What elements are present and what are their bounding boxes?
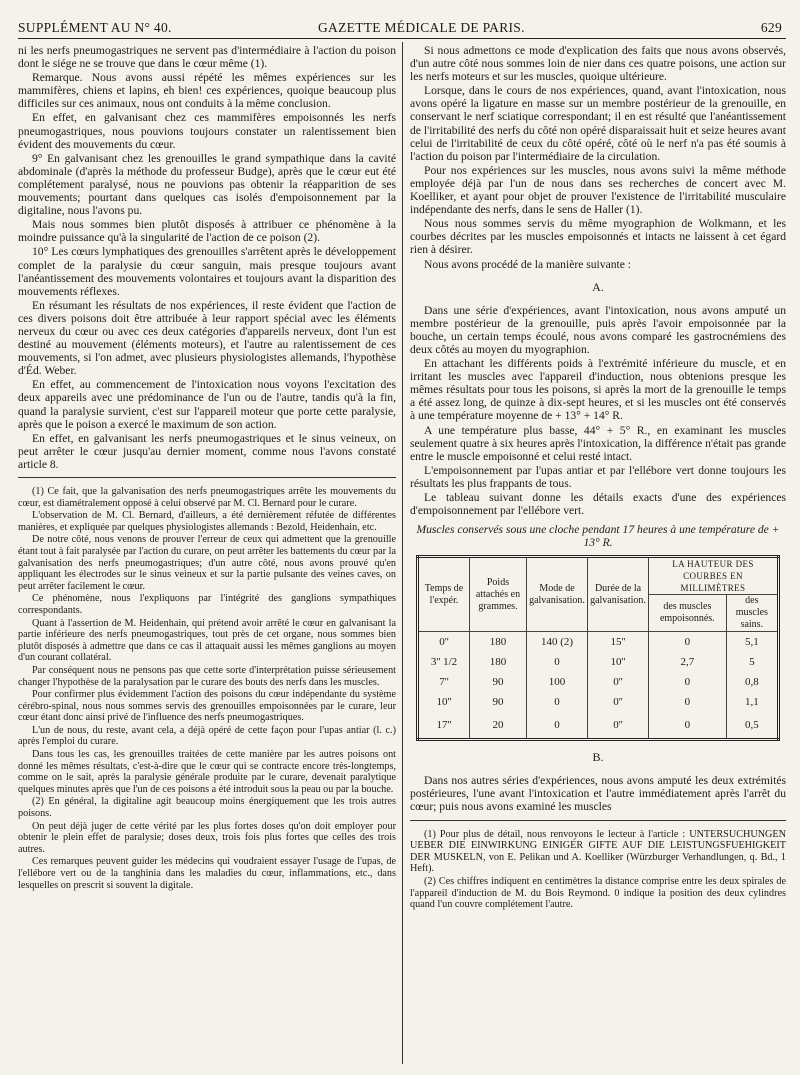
cell-duration: 0'' [588,712,649,740]
column-divider [402,42,403,1064]
cell-healthy: 1,1 [726,692,778,712]
footnote: Ces remarques peuvent guider les médecins qui voudraient essayer l'usage de l'upas, de l'ellébore vert ou de la tanghinia dans les maladies du cœur, inflammations, etc., dans lesquelles on prescrit si souvent la digitale. [18,856,396,891]
paragraph: Nous avons procédé de la manière suivante : [424,257,632,271]
page-header [18,8,786,39]
paragraph: Dans une série d'expériences, avant l'intoxication, nous avons amputé un membre postérieur de la grenouille, puis après l'avoir empoisonnée par la bouche, un certain temps écoulé, nous avons comparé les gastrocnémiens des deux côtés au moyen du myographion. [410,303,786,356]
cell-poisoned: 0 [649,632,727,653]
cell-time: 17'' [418,712,470,740]
footnote: (1) Pour plus de détail, nous renvoyons le lecteur à l'article : UNTERSUCHUNGEN UEBER DIE EINWIRKUNG EINIGER GIFTE AUF DIE LEISTUNGSFUEHIGKEIT DER MUSKELN, von E. Pelikan und A. Koelliker (Würzburger Verhandlungen, q. Bd., 1 Heft). [410,828,786,875]
header-healthy: des muscles sains. [726,595,778,632]
right-footnotes [410,829,786,911]
paragraph: Le tableau suivant donne les détails exacts d'une des expériences d'empoisonnement par l'ellébore vert. [410,491,786,518]
cell-healthy: 5,1 [726,632,778,653]
cell-poisoned: 2,7 [649,652,727,672]
table-row [418,672,779,692]
header-weights: Poids attachés en grammes. [470,557,527,632]
cell-poisoned: 0 [649,712,727,740]
paragraph: ni les nerfs pneumogastriques ne servent pas d'intermédiaire à l'action du poison dont le siége ne se trouve que dans le cœur même (1). [18,44,396,71]
footnote: L'observation de M. Cl. Bernard, d'ailleurs, a été dernièrement réfutée de différentes manières, et expliquée par quelques physiologistes allemands : Bezold, Heidenhain, etc. [18,510,396,533]
paragraph: L'empoisonnement par l'upas antiar et par l'ellébore vert donne toujours les résultats les plus frappants de tous. [410,463,786,490]
table-caption: Muscles conservés sous une cloche pendant 17 heures à une température de + 13° R. [416,523,780,550]
table-row [418,652,779,672]
section-heading-a: A. [592,279,604,294]
cell-weight: 180 [470,652,527,672]
cell-time: 7'' [418,672,470,692]
cell-weight: 20 [470,712,527,740]
footnote: (1) Ce fait, que la galvanisation des nerfs pneumogastriques arrête les mouvements du cœur, est diamétralement opposé à celui observé par M. Cl. Bernard pour le curare. [18,486,396,509]
cell-duration: 0'' [588,672,649,692]
section-heading-b: B. [592,750,604,765]
cell-time: 0'' [418,632,470,653]
left-footnotes [18,486,396,891]
paragraph: Dans nos autres séries d'expériences, nous avons amputé les deux extrémités postérieures, l'une avant l'intoxication et l'autre immédiatement après l'arrêt du cœur; puis nous avons examiné les muscles [410,774,786,814]
paragraph: En effet, en galvanisant chez ces mammifères empoisonnés les nerfs pneumogastriques, nous pouvions toujours constater un ralentissement bien évident des mouvements du cœur. [18,111,396,151]
paragraph: 9° En galvanisant chez les grenouilles le grand sympathique dans la cavité abdominale (d'après la méthode du professeur Budge), après que le cœur eut été complétement paralysé, nous ne pouvions pas obtenir la réapparition de ses mouvements; pourtant dans quelques cas isolés d'empoisonnement par la digitaline, nous l'avons pu. [18,151,396,218]
footnote: (2) Ces chiffres indiquent en centimètres la distance comprise entre les deux spirales de l'appareil d'induction de M. du Bois Reymond. 0 indique la position des deux cylindres quand l'un couvre complétement l'autre. [410,875,786,911]
right-column [410,44,786,911]
paragraph: A une température plus basse, 44° + 5° R., en examinant les muscles seulement quatre à six heures après l'intoxication, la différence n'était pas grande entre le muscle empoisonné et celui resté intact. [410,423,786,463]
cell-healthy: 0,8 [726,672,778,692]
cell-weight: 90 [470,692,527,712]
header-duration: Durée de la galvanisation. [588,557,649,632]
header-curve-height: LA HAUTEUR DES COURBES EN MILLIMÈTRES [649,557,779,595]
paragraph: En effet, en galvanisant les nerfs pneumogastriques et le sinus veineux, on peut arrêter le cœur jusqu'au dernier moment, comme nous l'avons constaté article 8. [18,431,396,471]
cell-weight: 180 [470,632,527,653]
footnote: Dans tous les cas, les grenouilles traitées de cette manière par les autres poisons ont donné les mêmes résultats, c'est-à-dire que le cœur qui se contracte encore très-longtemps, comme on le sait, après la paralysie générale produite par le curare, devenait paralytique quelques minutes après que l'un de ces poisons a été introduit sous la peau ou par la bouche. [18,749,396,795]
footnote: Ce phénomène, nous l'expliquons par l'intégrité des ganglions sympathiques correspondants. [18,593,396,616]
cell-time: 3'' 1/2 [418,652,470,672]
header-poisoned: des muscles empoisonnés. [649,595,727,632]
cell-mode: 0 [527,652,588,672]
header-mode: Mode de galvanisation. [527,557,588,632]
footnote: On peut déjà juger de cette vérité par les plus fortes doses qu'on doit employer pour obtenir le plein effet de paralysie; doses deux, trois fois plus fortes que celles des trois autres. [18,820,396,855]
paragraph: Nous nous sommes servis du même myographion de Wolkmann, et les courbes décrites par les muscles empoisonnés et intacts ne laissent à cet égard rien à désirer. [410,217,786,257]
journal-title: GAZETTE MÉDICALE DE PARIS. [318,20,525,35]
footnote-separator [410,820,786,821]
footnote: (2) En général, la digitaline agit beaucoup moins énergiquement que les trois autres poisons. [18,796,396,820]
paragraph: En attachant les différents poids à l'extrémité inférieure du muscle, et en irritant les muscles avec l'appareil d'induction, nous obtenions presque les mêmes résultats pour tous les poisons, si après la mort de la grenouille le temps a été assez long, de quinze à dix-sept heures, et si les muscles ont été conservés à une température moyenne de + 13° + 14° R. [410,357,786,423]
supplement-label: SUPPLÉMENT AU N° 40. [18,20,172,35]
paragraph: Remarque. Nous avons aussi répété les mêmes expériences sur les mammifères, chiens et lapins, eh bien! ces expériences, quoique beaucoup plus difficiles sur ces animaux, nous ont conduits à la même conclusion. [18,71,396,111]
cell-mode: 140 (2) [527,632,588,653]
newspaper-page [18,8,786,1068]
page-number: 629 [760,20,782,35]
cell-mode: 0 [527,692,588,712]
cell-poisoned: 0 [649,692,727,712]
cell-healthy: 0,5 [726,712,778,740]
paragraph: Si nous admettons ce mode d'explication des faits que nous avons observés, d'un autre côté nous sommes loin de nier dans ces quatre poisons, une action sur les nerfs moteurs et sur les muscles, quoique ultérieure. [410,44,786,84]
cell-weight: 90 [470,672,527,692]
paragraph: En effet, au commencement de l'intoxication nous voyons l'excitation des deux appareils avec une prédominance de l'un ou de l'autre, tandis qu'à la fin, quand la paralysie survient, c'est sur l'appareil moteur que porte cette paralysie, après que le poison a exercé le maximum de son action. [18,378,396,431]
cell-poisoned: 0 [649,672,727,692]
cell-duration: 10'' [588,652,649,672]
footnote: L'un de nous, du reste, avant cela, a déjà opéré de cette façon pour l'upas antiar (l. c.) après l'emploi du curare. [18,724,396,748]
cell-time: 10'' [418,692,470,712]
table-row [418,692,779,712]
cell-healthy: 5 [726,652,778,672]
footnote: Quant à l'assertion de M. Heidenhain, qui prétend avoir arrêté le cœur en galvanisant la partie inférieure des nerfs pneumogastriques, tout près de cet organe, nous sommes bien plutôt disposés à admettre que dans ce cas il attaquait aussi les mêmes ganglions au moyen d'un courant collatéral. [18,617,396,664]
cell-duration: 0'' [588,692,649,712]
experiment-table [416,555,780,741]
footnote: Pour confirmer plus évidemment l'action des poisons du cœur indépendante du système cérébro-spinal, nous nous sommes servis des grenouilles empoisonnées par le curare, leur cœur étant donc ainsi privé de l'influence des nerfs pneumogastriques. [18,689,396,724]
footnote-separator [18,477,396,478]
footnote: Par conséquent nous ne pensons pas que cette sorte d'interprétation puisse sérieusement changer l'hypothèse de la paralysation par le curare des bouts des nerfs dans les muscles. [18,664,396,688]
cell-mode: 0 [527,712,588,740]
header-time: Temps de l'expér. [418,557,470,632]
paragraph: Lorsque, dans le cours de nos expériences, quand, avant l'intoxication, nous avons opéré la ligature en masse sur un membre postérieur de la grenouille, en conservant le nerf sciatique correspondant; il en est résulté que l'anéantissement de l'irritabilité des nerfs du côté non opéré disparaissait huit et seize heures avant celui de l'irritabilité de ceux du côté opéré, côté où le nerf n'a pas été soumis à l'action du poison par l'intermédiaire de la circulation. [410,84,786,163]
cell-mode: 100 [527,672,588,692]
paragraph: En résumant les résultats de nos expériences, il reste évident que l'action de ces divers poisons doit être attribuée à leur rapport spécial avec les éléments nerveux du cœur ou avec ces deux catégories d'appareils nerveux, dont l'un est destiné au mouvement (éléments moteurs), et l'autre au ralentissement de ces mouvements, si l'on admet, avec plusieurs physiologistes allemands, l'hypothèse d'Éd. Weber. [18,298,396,378]
paragraph: Mais nous sommes bien plutôt disposés à attribuer ce phénomène à la moindre puissance qu'à la singularité de l'action de ce poison (2). [18,218,396,245]
table-row [418,712,779,740]
left-column [18,44,396,891]
paragraph: Pour nos expériences sur les muscles, nous avons suivi la même méthode employée déjà par l'un de nous dans ses recherches de concert avec M. Koelliker, et ayant pour objet de prouver l'existence de l'irritabilité musculaire indépendante des nerfs, dans le sens de Haller (1). [410,163,786,217]
paragraph: 10° Les cœurs lymphatiques des grenouilles s'arrêtent après le développement complet de la paralysie du cœur sanguin, mais presque toujours avant l'anéantissement des mouvements volontaires et toujours avant la disparition des mouvements réflexes. [18,245,396,298]
table-row [418,632,779,653]
footnote: De notre côté, nous venons de prouver l'erreur de ceux qui admettent que la grenouille étant tout à fait paralysée par l'action du curare, on peut arrêter les battements du cœur par la galvanisation des nerfs pneumogastriques; d'un autre côté, nous avons prouvé qu'en appliquant les électrodes sur le sinus veineux et sur la partie pulsante des veines caves, on peut arrêter facilement le cœur. [18,534,396,592]
cell-duration: 15'' [588,632,649,653]
